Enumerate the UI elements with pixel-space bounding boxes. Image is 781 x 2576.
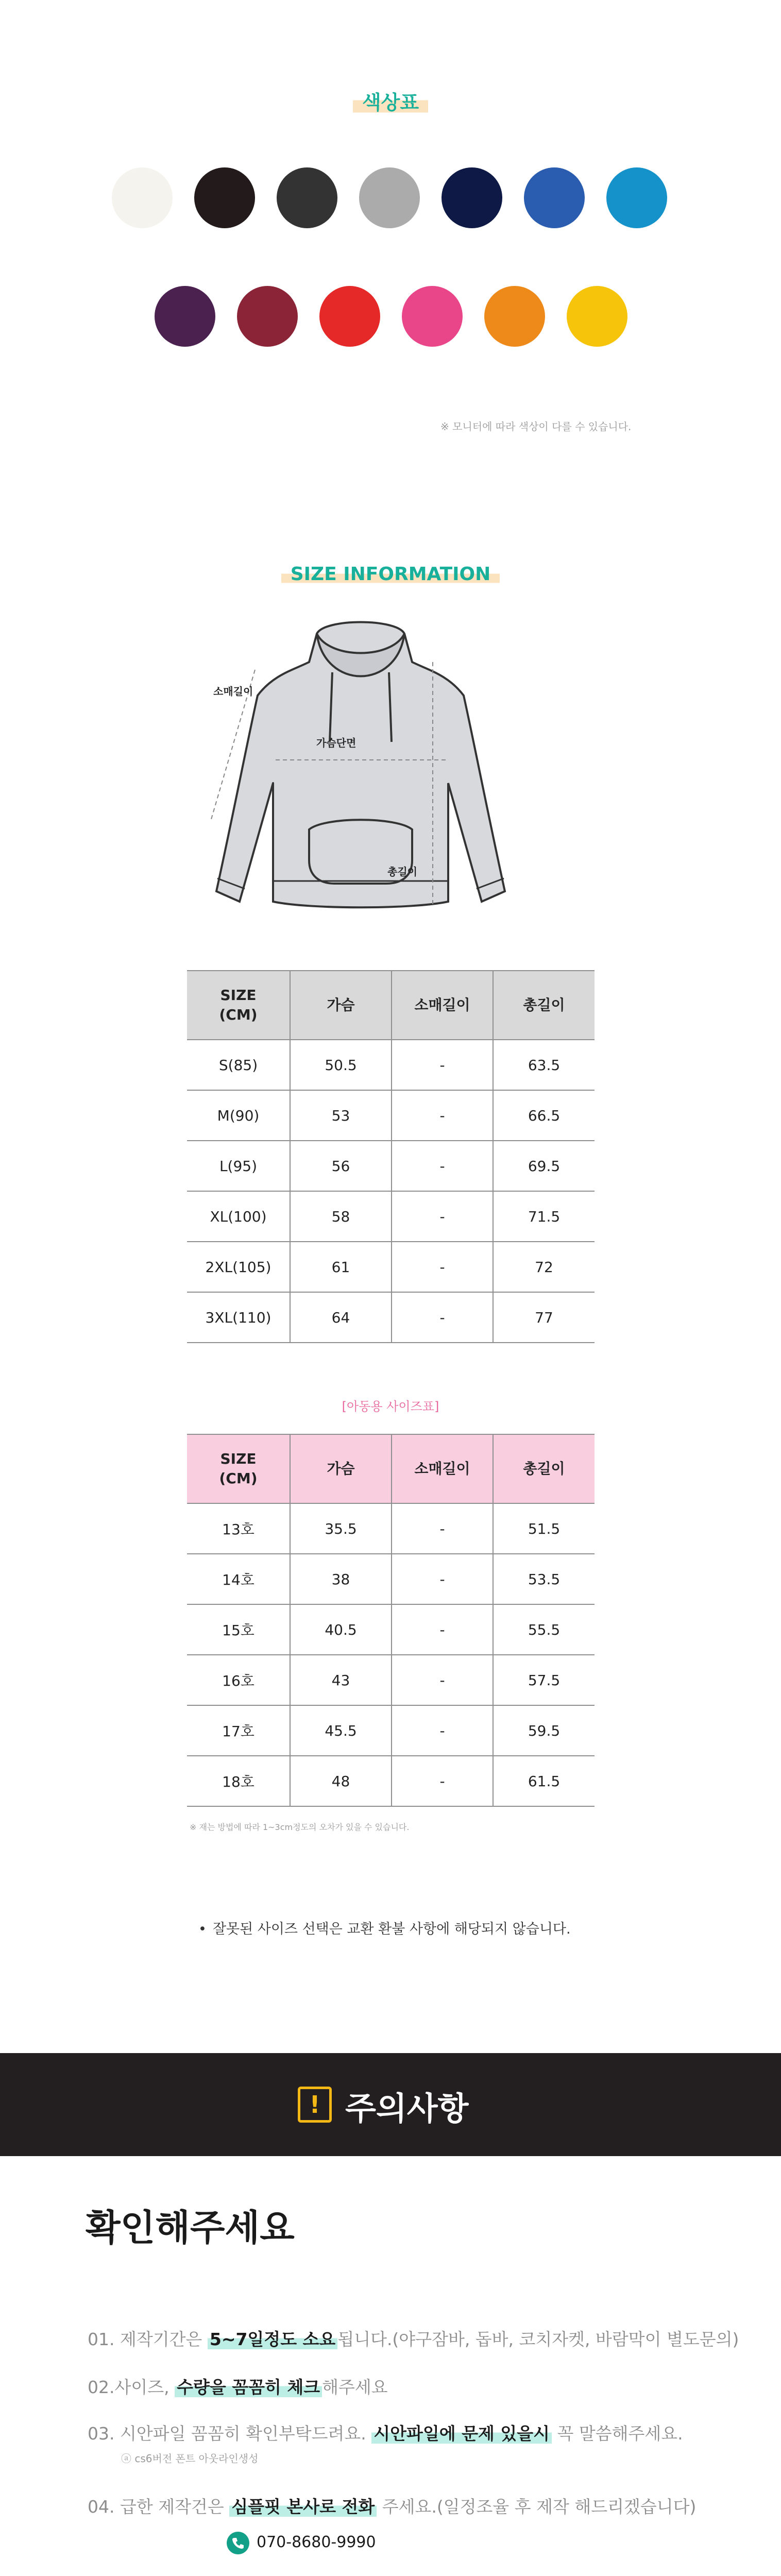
col-total: 총길이 (493, 971, 595, 1040)
col-chest: 가슴 (290, 971, 392, 1040)
hoodie-size-diagram (206, 613, 515, 933)
table-row: 17호 45.5 - 59.5 (187, 1705, 595, 1756)
color-swatch (359, 167, 420, 228)
color-swatch (319, 286, 380, 347)
table-row: 3XL(110) 64 - 77 (187, 1292, 595, 1343)
kid-table-title: [아동용 사이즈표] (342, 1399, 439, 1414)
chest-label: 가슴단면 (316, 737, 356, 749)
size-info-title: SIZE INFORMATION (0, 564, 781, 585)
kid-size-table (187, 1434, 595, 1807)
table-row: XL(100) 58 - 71.5 (187, 1191, 595, 1242)
color-swatch (194, 167, 255, 228)
caution-title: 주의사항 (345, 2090, 469, 2127)
table-row: 15호 40.5 - 55.5 (187, 1604, 595, 1655)
color-swatch (606, 167, 667, 228)
sleeve-length-label: 소매길이 (213, 685, 253, 698)
color-swatch (484, 286, 545, 347)
table-row: 13호 35.5 - 51.5 (187, 1503, 595, 1554)
caution-bar (0, 2053, 781, 2156)
color-swatch (567, 286, 627, 347)
check-item-4: 04. 급한 제작건은 심플핏 본사로 전화 주세요.(일정조율 후 제작 해드리겠습니다) (88, 2497, 697, 2517)
kid-table-note: ※ 재는 방법에 따라 1~3cm정도의 오차가 있을 수 있습니다. (190, 1822, 410, 1832)
color-chart-title: 색상표 (0, 87, 781, 115)
table-row: 18호 48 - 61.5 (187, 1756, 595, 1806)
color-swatch (442, 167, 502, 228)
phone-icon (227, 2532, 249, 2554)
color-swatch (277, 167, 337, 228)
table-row: 14호 38 - 53.5 (187, 1554, 595, 1604)
check-item-3-sub: ⓐ cs6버전 폰트 아웃라인생성 (121, 2452, 259, 2465)
col-sleeve: 소매길이 (392, 971, 493, 1040)
check-item-2: 02.사이즈, 수량을 꼼꼼히 체크 해주세요 (88, 2377, 388, 2397)
color-swatch (112, 167, 173, 228)
check-title: 확인해주세요 (86, 2207, 295, 2249)
color-swatch (402, 286, 463, 347)
color-swatch (524, 167, 585, 228)
phone-number: 070-8680-9990 (257, 2533, 376, 2551)
col-sleeve: 소매길이 (392, 1434, 493, 1503)
table-row: S(85) 50.5 - 63.5 (187, 1040, 595, 1090)
col-size: SIZE (CM) (187, 971, 290, 1040)
table-row: 16호 43 - 57.5 (187, 1655, 595, 1705)
check-item-1: 01. 제작기간은 5~7일정도 소요 됩니다.(야구잠바, 돕바, 코치자켓, 바람막이 별도문의) (88, 2329, 739, 2349)
table-row: 2XL(105) 61 - 72 (187, 1242, 595, 1292)
total-length-label: 총길이 (387, 866, 417, 878)
warning-icon: ! (298, 2087, 332, 2123)
col-chest: 가슴 (290, 1434, 392, 1503)
adult-size-table (187, 970, 595, 1343)
check-item-3: 03. 시안파일 꼼꼼히 확인부탁드려요. 시안파일에 문제 있을시 꼭 말씀해주세요. (88, 2424, 683, 2444)
color-note: ※ 모니터에 따라 색상이 다를 수 있습니다. (440, 420, 632, 433)
color-swatch (237, 286, 298, 347)
table-row: L(95) 56 - 69.5 (187, 1141, 595, 1191)
table-row: M(90) 53 - 66.5 (187, 1090, 595, 1141)
color-swatch (155, 286, 215, 347)
exchange-note: • 잘못된 사이즈 선택은 교환 환불 사항에 해당되지 않습니다. (198, 1921, 571, 1937)
col-total: 총길이 (493, 1434, 595, 1503)
col-size: SIZE (CM) (187, 1434, 290, 1503)
